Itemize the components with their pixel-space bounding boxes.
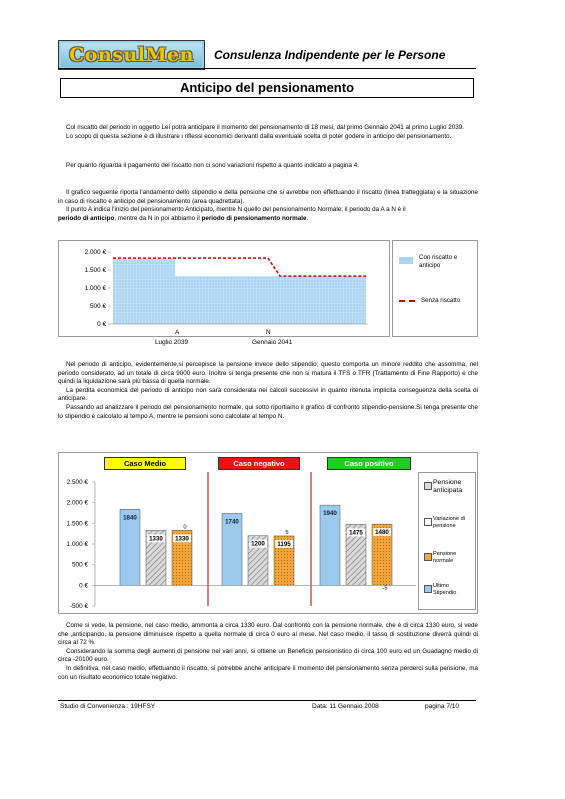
case-positivo-label: Caso positivo	[327, 457, 411, 470]
paragraph: Passando ad analizzare il periodo del pensionamento normale, qui sotto riportiamo il grafico di confronto stipendio-pensione.Si tenga presente che lo stipendio è calcolato al tempo A, mentre le pensioni sono calcolate al tempo N.	[58, 403, 478, 420]
y-tick-label: 1.000 €	[66, 541, 88, 548]
legend-label-line: Senza riscatto	[421, 297, 461, 304]
paragraph: Lo scopo di questa sezione è di illustrare i riflessi economici derivanti dalla eventuale scelta di poter godere in anticipo del pensionamento.	[66, 132, 452, 140]
footer-study: Studio di Convenienza : 19HFSY	[60, 703, 156, 710]
legend-label: Pensione normale	[433, 551, 457, 564]
y-tick-label: 0 €	[97, 321, 106, 328]
paragraph: La perdita economica del periodo di anticipo non sarà considerata nei calcoli successivi in quanto ritenuta implicita conseguenza della scelta di anticipare.	[58, 386, 478, 403]
y-tick-label: 2.000 €	[84, 249, 106, 256]
case-medio-label: Caso Medio	[104, 457, 186, 470]
legend-label: Ultimo Stipendio	[433, 583, 457, 596]
legend-swatch-ultimo-stipendio	[424, 585, 432, 593]
salary-pension-chart-plot	[58, 240, 388, 360]
paragraph: Per quanto riguarda il pagamento del riscatto non ci sono variazioni rispetto a quanto indicato a pagina 4.	[66, 162, 359, 169]
intro-text-3	[58, 189, 478, 223]
area-with-buyback	[113, 259, 366, 324]
footer-page: pagina 7/10	[425, 703, 459, 710]
paragraph: Come si vede, la pensione, nel caso medio, ammonta a circa 1330 euro. Dal confronto con la pensione normale, che è di circa 1330 euro, si vede che ,anticipando, la pensione diminuisce rispetto a quella normale di circa 0 euro al mese. Nel caso medio, il tasso di sostituzione diverrà quindi di circa al 72 %.	[58, 622, 478, 647]
case-negativo-label: Caso negativo	[218, 457, 300, 470]
legend-label: Pensione anticipata	[433, 479, 463, 494]
paragraph: Col riscatto del periodo in oggetto Lei potrà anticipare il momento del pensionamento di 18 mesi, dal primo Gennaio 2041 al primo Luglio 2039.	[66, 124, 464, 131]
variation-label: 5	[285, 529, 289, 536]
intro-text-2	[58, 162, 478, 171]
y-tick-label: 500 €	[72, 561, 88, 569]
bar-data-label: 1330	[175, 535, 189, 543]
header-rule	[58, 68, 476, 69]
y-tick-label: 2.500 €	[66, 479, 88, 486]
marker-n: N	[266, 329, 271, 336]
bar-data-label: 1330	[149, 535, 163, 543]
paragraph: Considerando la somma degli aumenti di pensione nei vari anni, si ottiene un Beneficio pensionistico di circa 100 euro ed un Guadagno medio di circa -20100 euro.	[58, 647, 478, 664]
chart1-legend	[392, 240, 478, 337]
footer-rule	[58, 700, 476, 701]
y-tick-label: 1.000 €	[84, 285, 106, 292]
page-title: Anticipo del pensionamento	[60, 78, 474, 98]
legend-swatch-variazione	[424, 518, 432, 526]
bar-data-label: 1480	[375, 529, 389, 537]
date-n: Gennaio 2041	[252, 339, 293, 346]
legend-swatch-pensione-anticipata	[424, 482, 432, 490]
legend-label-area: Con riscatto e anticipo	[419, 254, 458, 269]
intro-text	[58, 124, 478, 141]
tagline: Consulenza Indipendente per le Persone	[214, 48, 446, 62]
y-tick-label: 0 €	[79, 582, 88, 590]
y-tick-label: 1.500 €	[84, 267, 106, 274]
variation-label: 0	[183, 524, 187, 531]
date-a: Luglio 2039	[155, 339, 189, 346]
bar-data-label: 1200	[251, 540, 265, 548]
legend-swatch-area	[399, 257, 413, 264]
bar-data-label: 1840	[123, 514, 137, 522]
marker-a: A	[175, 329, 180, 336]
y-tick-label: -500 €	[69, 603, 88, 610]
variation-label: -5	[382, 585, 388, 592]
conclusion-text	[58, 622, 478, 682]
bar-data-label: 1940	[323, 510, 337, 518]
paragraph: Nel periodo di anticipo, evidentemente,si percepisce la pensione invece dello stipendio; questo comporta un minore reddito che assomma, nel periodo considerato, ad un totale di circa 9000 euro. Inoltre si tenga presente che non si matura il TFS o TFR (Trattamento di Fine Rapporto) e che quindi la liquidazione sarà più bassa di quella normale.	[58, 361, 478, 386]
y-tick-label: 2.000 €	[66, 499, 88, 507]
bar-data-label: 1475	[349, 529, 363, 537]
bar-ultimo-stipendio	[320, 505, 340, 585]
bar-data-label: 1740	[225, 518, 239, 526]
paragraph: Il punto A indica l'inizio del pensionamento Anticipato, mentre N quello del pensionamento Normale; il periodo da A a N è il periodo di anticipo, mentre da N in poi abbiamo il periodo di pensionamento normale.	[58, 206, 406, 222]
mid-text	[58, 361, 478, 421]
paragraph: Il grafico seguente riporta l'andamento dello stipendio e della pensione che si avrebbe non effettuando il riscatto (linea tratteggiata) e la situazione in caso di riscatto e anticipo del pensionamento (area quadrettata).	[58, 189, 478, 205]
company-logo	[58, 40, 205, 70]
legend-label: Variazione di pensione	[433, 516, 465, 529]
comparison-chart	[58, 472, 418, 614]
paragraph: In definitiva, nel caso medio, effettuando il riscatto, si potrebbe anche anticipare il momento del pensionamento senza perderci sulla pensione, ma con un risultato economico totale negativo.	[58, 664, 478, 681]
footer-date: Data: 11 Gennaio 2008	[312, 703, 379, 710]
legend-swatch-pensione-normale	[424, 553, 432, 561]
y-tick-label: 500 €	[90, 303, 106, 310]
legend-swatch-line	[399, 300, 415, 302]
y-tick-label: 1.500 €	[66, 520, 88, 528]
bar-data-label: 1195	[277, 540, 291, 548]
logo-text: ConsulMen	[69, 44, 194, 66]
chart2-legend	[418, 472, 476, 610]
